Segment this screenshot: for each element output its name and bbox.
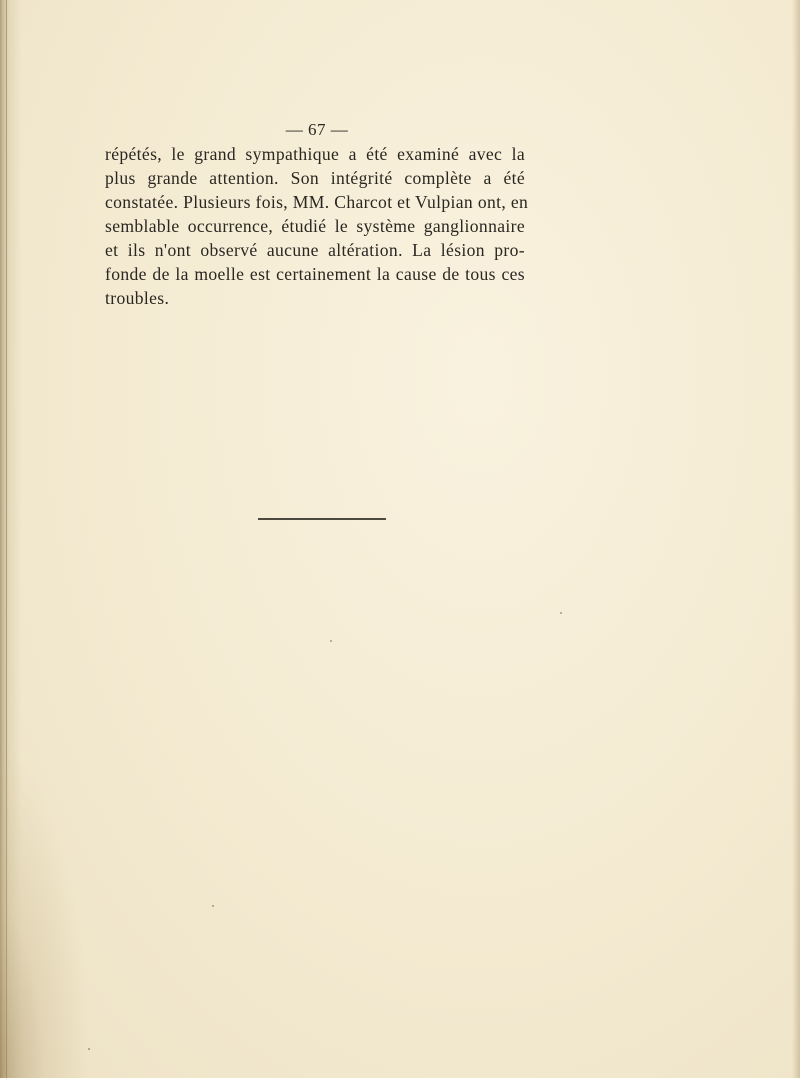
section-divider-rule: [258, 518, 386, 520]
text-line: plus grande attention. Son intégrité complète a été: [105, 168, 525, 188]
text-line: répétés, le grand sympathique a été examiné avec la: [105, 144, 525, 164]
page-edge-shadow: [792, 0, 800, 1078]
text-line: semblable occurrence, étudié le système ganglionnaire: [105, 216, 525, 236]
text-line: et ils n'ont observé aucune altération. La lésion pro-: [105, 240, 525, 260]
paper-speck: [560, 612, 562, 614]
paper-stain: [0, 738, 90, 1078]
text-line: troubles.: [105, 288, 170, 308]
body-paragraph: [105, 142, 529, 310]
paper-speck: [88, 1048, 90, 1050]
paper-speck: [212, 905, 214, 907]
paper-speck: [330, 640, 332, 642]
page-number: — 67 —: [285, 120, 349, 139]
text-line: constatée. Plusieurs fois, MM. Charcot et Vulpian ont, en: [105, 192, 529, 212]
text-line: fonde de la moelle est certainement la cause de tous ces: [105, 264, 525, 284]
